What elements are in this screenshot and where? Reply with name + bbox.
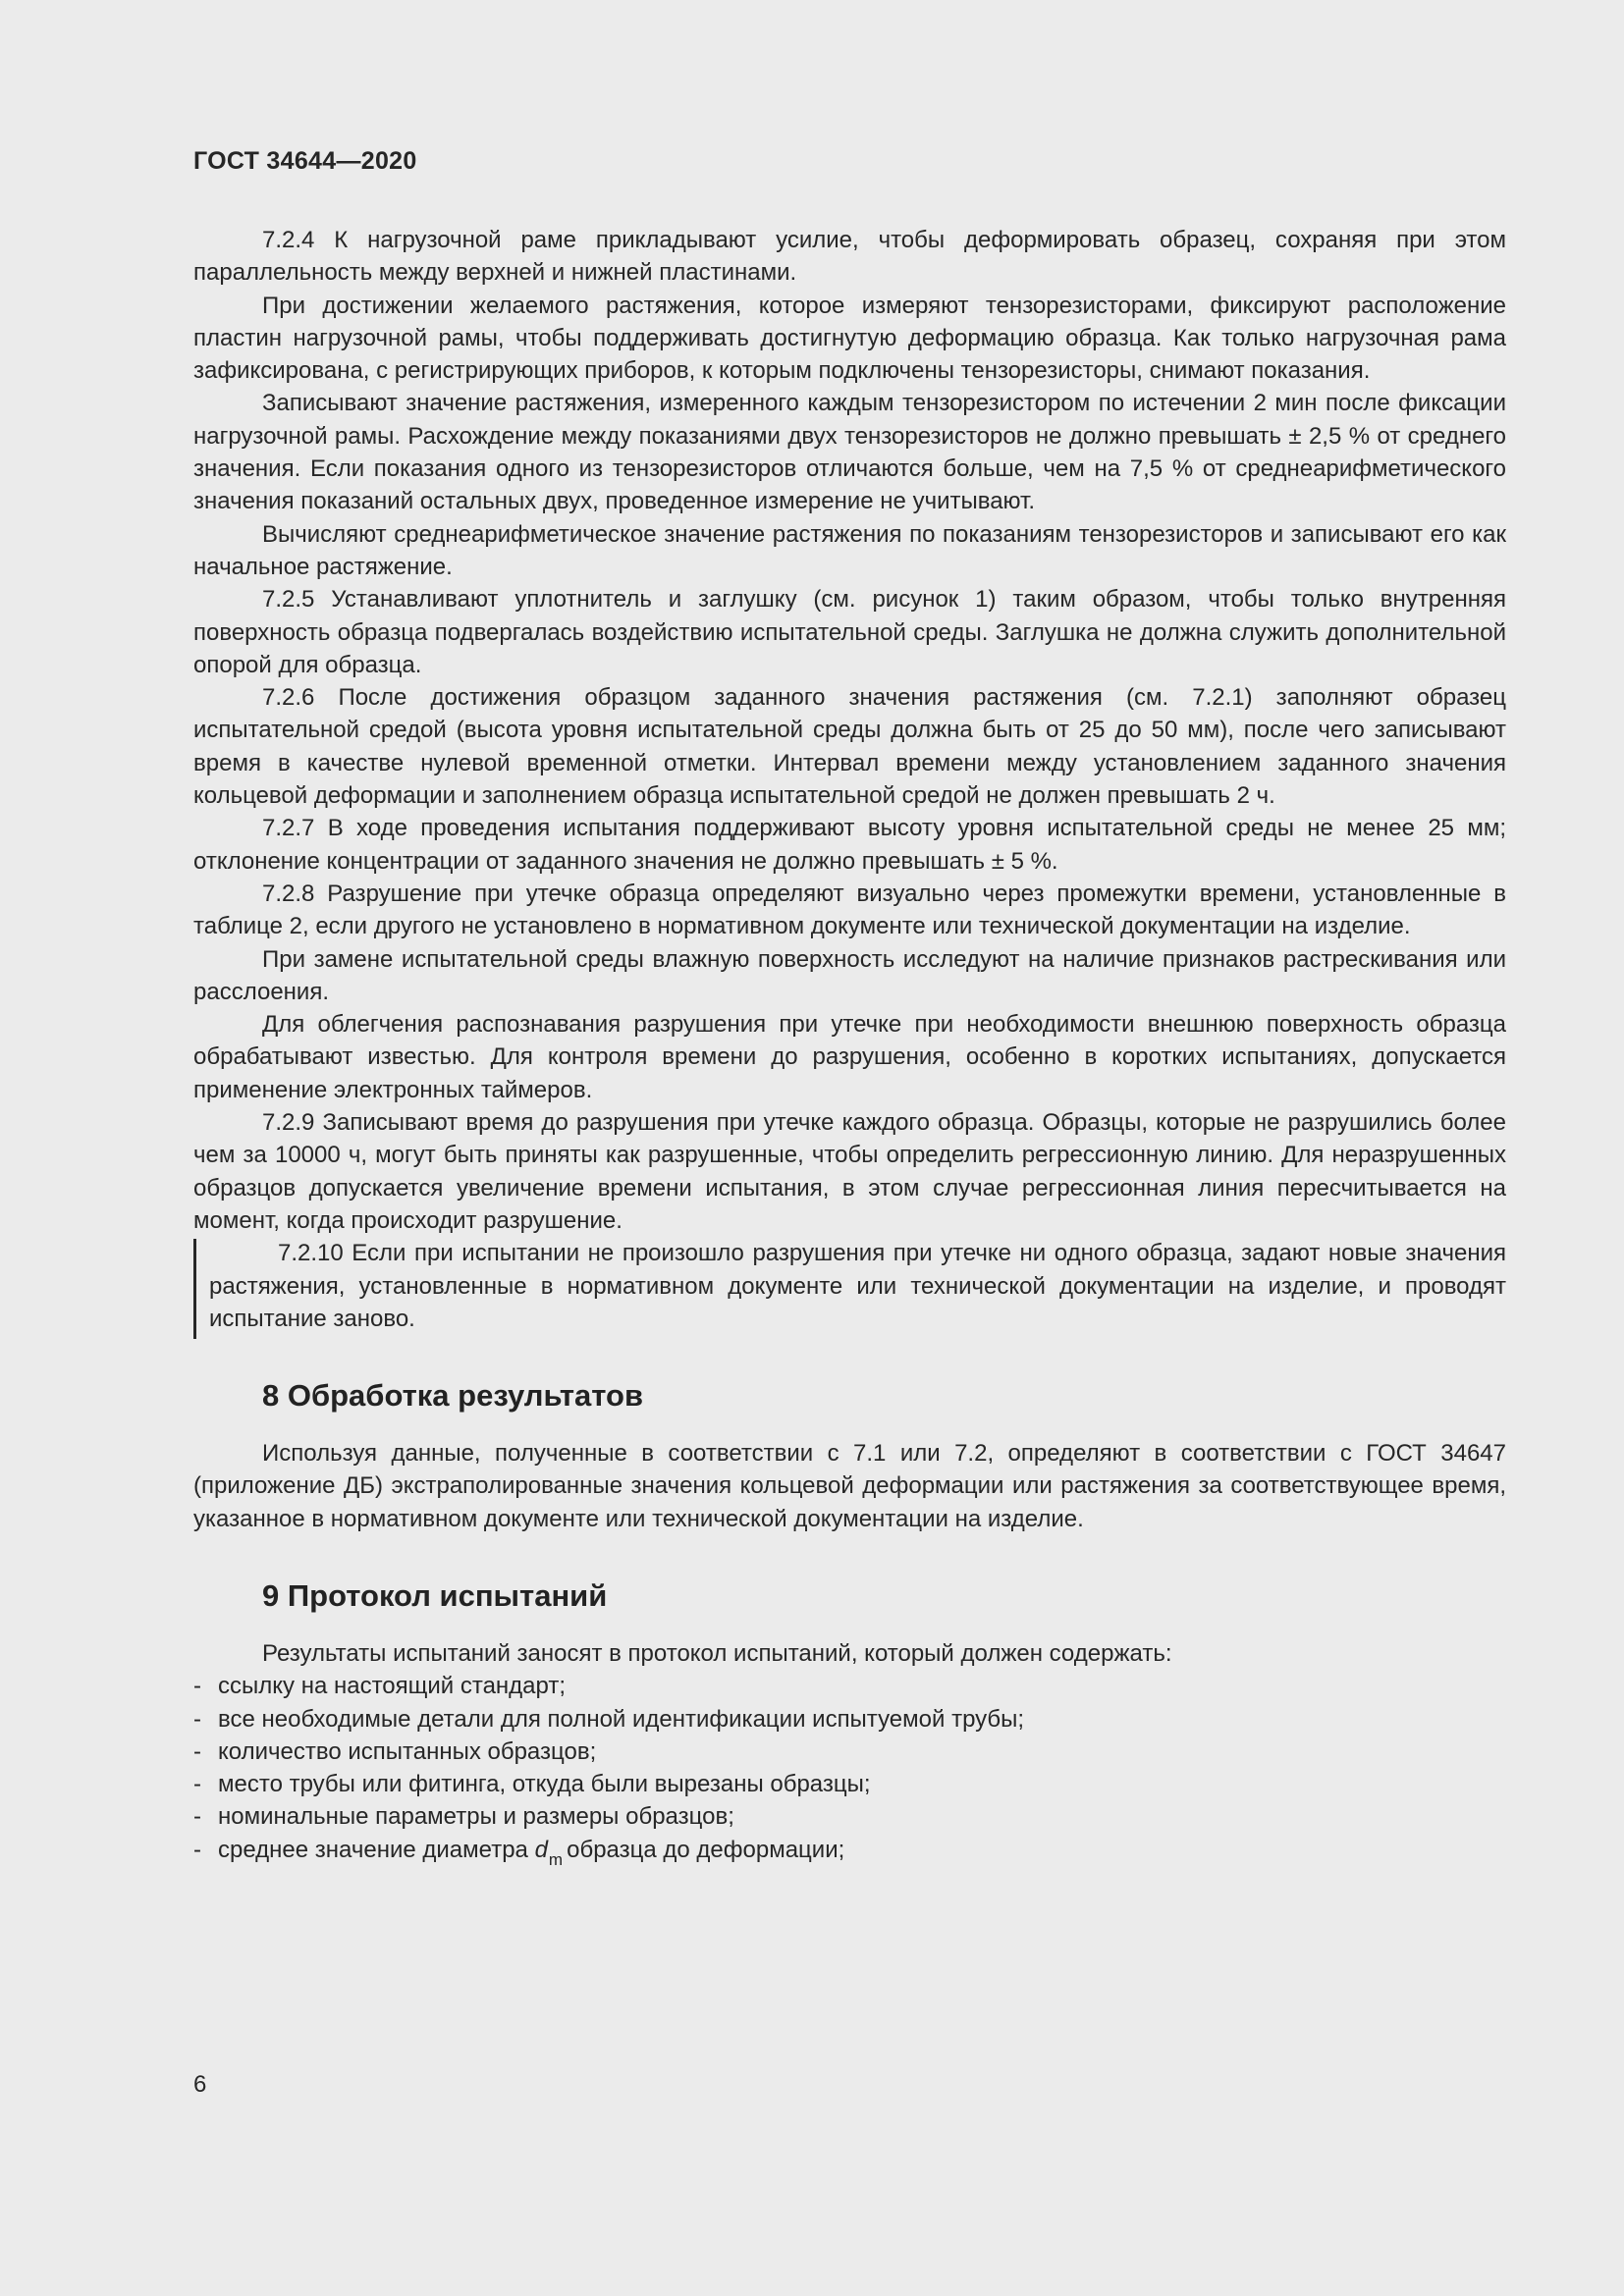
document-body — [193, 224, 1506, 1868]
section-9-heading: 9 Протокол испытаний — [262, 1577, 608, 1613]
paragraph: Для облегчения распознавания разрушения при утечке при необходимости внешнюю поверхность образца обрабатывают известью. Для контроля времени до разрушения, особенно в коротких испытаниях, допускается применение электронных таймеров. — [193, 1011, 1506, 1103]
document-header: ГОСТ 34644—2020 — [193, 147, 417, 175]
paragraph: Вычисляют среднеарифметическое значение растяжения по показаниям тензорезисторов и записывают его как начальное растяжение. — [193, 520, 1506, 580]
report-contents-list — [193, 1670, 1506, 1868]
list-item: - ссылку на настоящий стандарт; — [193, 1670, 1506, 1702]
list-dash: - — [193, 1836, 201, 1863]
section-8-heading: 8 Обработка результатов — [262, 1378, 644, 1414]
paragraph-7-2-8: 7.2.8 Разрушение при утечке образца определяют визуально через промежутки времени, установленные в таблице 2, если другого не установлено в нормативном документе или технической документации на изделие. — [193, 880, 1506, 940]
paragraph-7-2-4: 7.2.4 К нагрузочной раме прикладывают усилие, чтобы деформировать образец, сохраняя при этом параллельность между верхней и нижней пластинами. — [193, 227, 1506, 287]
list-dash: - — [193, 1705, 201, 1733]
paragraph-7-2-6: 7.2.6 После достижения образцом заданного значения растяжения (см. 7.2.1) заполняют образец испытательной средой (высота уровня испытательной среды должна быть от 25 до 50 мм), после чего записывают время в качестве нулевой временной отметки. Интервал времени между установлением заданного значения кольцевой деформации и заполнением образца испытательной средой не должен превышать 2 ч. — [193, 684, 1506, 810]
list-item: - все необходимые детали для полной идентификации испытуемой трубы; — [193, 1703, 1506, 1735]
section-8-text: Используя данные, полученные в соответствии с 7.1 или 7.2, определяют в соответствии с ГОСТ 34647 (приложение ДБ) экстраполированные значения кольцевой деформации или растяжения за соответствующее время, указанное в нормативном документе или технической документации на изделие. — [193, 1440, 1506, 1532]
list-dash: - — [193, 1737, 201, 1765]
diameter-subscript: m — [548, 1849, 564, 1869]
page-number: 6 — [193, 2071, 207, 2098]
paragraph-7-2-5: 7.2.5 Устанавливают уплотнитель и заглушку (см. рисунок 1) таким образом, чтобы только внутренняя поверхность образца подвергалась воздействию испытательной среды. Заглушка не должна служить дополнительной опорой для образца. — [193, 586, 1506, 678]
paragraph: Записывают значение растяжения, измеренного каждым тензорезистором по истечении 2 мин после фиксации нагрузочной рамы. Расхождение между показаниями двух тензорезисторов не должно превышать ± 2,5 % от среднего значения. Если показания одного из тензорезисторов отличаются больше, чем на 7,5 % от среднеарифметического значения показаний остальных двух, проведенное измерение не учитывают. — [193, 390, 1506, 515]
list-dash: - — [193, 1771, 201, 1798]
diameter-symbol: d — [534, 1836, 548, 1863]
paragraph-7-2-10-change-marked: 7.2.10 Если при испытании не произошло разрушения при утечке ни одного образца, задают новые значения растяжения, установленные в нормативном документе или технической документации на изделие, и проводят испытание заново. — [193, 1237, 1506, 1335]
paragraph-7-2-9: 7.2.9 Записывают время до разрушения при утечке каждого образца. Образцы, которые не разрушились более чем за 10000 ч, могут быть приняты как разрушенные, чтобы определить регрессионную линию. Для неразрушенных образцов допускается увеличение времени испытания, в этом случае регрессионная линия пересчитывается на момент, когда происходит разрушение. — [193, 1109, 1506, 1234]
paragraph-7-2-7: 7.2.7 В ходе проведения испытания поддерживают высоту уровня испытательной среды не менее 25 мм; отклонение концентрации от заданного значения не должно превышать ± 5 %. — [193, 815, 1506, 875]
list-dash: - — [193, 1673, 201, 1700]
section-9-intro: Результаты испытаний заносят в протокол испытаний, который должен содержать: — [262, 1639, 1172, 1667]
list-dash: - — [193, 1803, 201, 1831]
list-item: - номинальные параметры и размеры образцов; — [193, 1800, 1506, 1833]
list-item: - среднее значение диаметра $d_m$ образца до деформации; — [193, 1834, 1506, 1868]
paragraph: При достижении желаемого растяжения, которое измеряют тензорезисторами, фиксируют расположение пластин нагрузочной рамы, чтобы поддерживать достигнутую деформацию образца. Как только нагрузочная рама зафиксирована, с регистрирующих приборов, к которым подключены тензорезисторы, снимают показания. — [193, 292, 1506, 385]
list-item: - место трубы или фитинга, откуда были вырезаны образцы; — [193, 1768, 1506, 1800]
list-item: - количество испытанных образцов; — [193, 1735, 1506, 1768]
paragraph: При замене испытательной среды влажную поверхность исследуют на наличие признаков растрескивания или расслоения. — [193, 945, 1506, 1005]
